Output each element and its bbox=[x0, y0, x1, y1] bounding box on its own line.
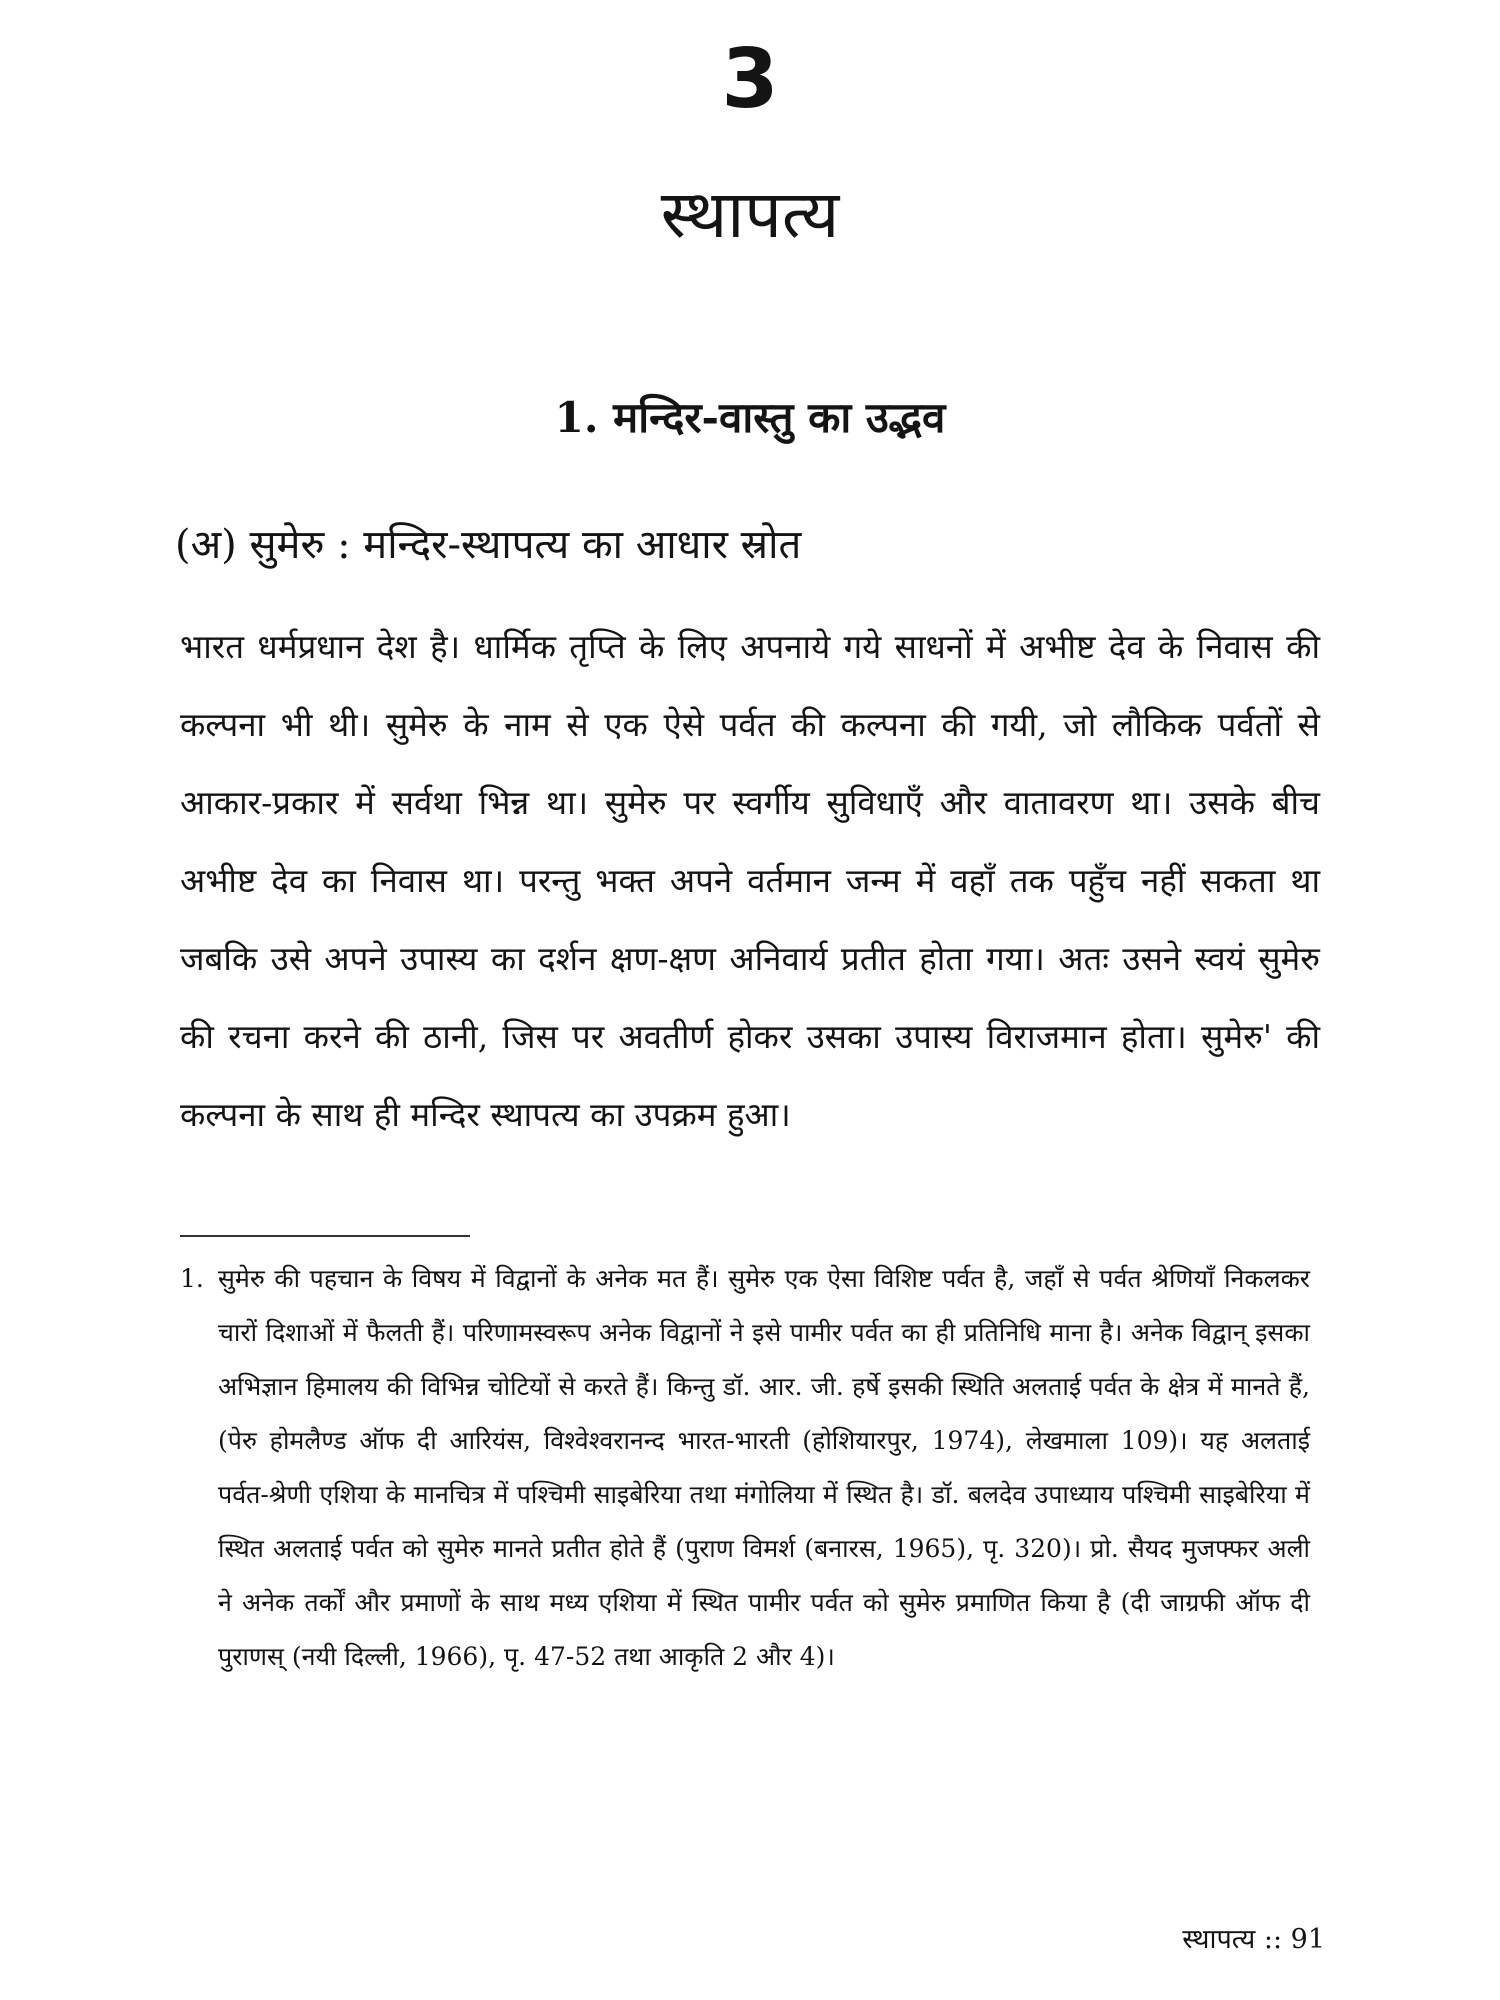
footnote-text: सुमेरु की पहचान के विषय में विद्वानों के अनेक मत हैं। सुमेरु एक ऐसा विशिष्ट पर्वत है, जहाँ से पर्वत श्रेणियाँ निकलकर चारों दिशाओं में फैलती हैं। परिणामस्वरूप अनेक विद्वानों ने इसे पामीर पर्वत का ही प्रतिनिधि माना है। अनेक विद्वान् इसका अभिज्ञान हिमालय की विभिन्न चोटियों से करते हैं। किन्तु डॉ. आर. जी. हर्षे इसकी स्थिति अलताई पर्वत के क्षेत्र में मानते हैं, (पेरु होमलैण्ड ऑफ दी आरियंस, विश्वेश्वरानन्द भारत-भारती (होशियारपुर, 1974), लेखमाला 109)। यह अलताई पर्वत-श्रेणी एशिया के मानचित्र में पश्चिमी साइबेरिया तथा मंगोलिया में स्थित है। डॉ. बलदेव उपाध्याय पश्चिमी साइबेरिया में स्थित अलताई पर्वत को सुमेरु मानते प्रतीत होते हैं (पुराण विमर्श (बनारस, 1965), पृ. 320)। प्रो. सैयद मुजफ्फर अली ने अनेक तर्कों और प्रमाणों के साथ मध्य एशिया में स्थित पामीर पर्वत को सुमेरु प्रमाणित किया है (दी जाग्रफी ऑफ दी पुराणस् (नयी दिल्ली, 1966), पृ. 47-52 तथा आकृति 2 और 4)। bbox=[218, 1264, 1310, 1671]
footnote bbox=[180, 1252, 1310, 1684]
footnote-number: 1. bbox=[180, 1264, 204, 1293]
page-footer-running-head: स्थापत्य :: 91 bbox=[1182, 1924, 1325, 1955]
chapter-title: स्थापत्य bbox=[660, 176, 840, 253]
footnote-divider bbox=[180, 1235, 470, 1237]
subsection-heading: (अ) सुमेरु : मन्दिर-स्थापत्य का आधार स्रोत bbox=[175, 522, 802, 568]
chapter-number: 3 bbox=[721, 32, 779, 127]
body-paragraph: भारत धर्मप्रधान देश है। धार्मिक तृप्ति के लिए अपनाये गये साधनों में अभीष्ट देव के निवास की कल्पना भी थी। सुमेरु के नाम से एक ऐसे पर्वत की कल्पना की गयी, जो लौकिक पर्वतों से आकार-प्रकार में सर्वथा भिन्न था। सुमेरु पर स्वर्गीय सुविधाएँ और वातावरण था। उसके बीच अभीष्ट देव का निवास था। परन्तु भक्त अपने वर्तमान जन्म में वहाँ तक पहुँच नहीं सकता था जबकि उसे अपने उपास्य का दर्शन क्षण-क्षण अनिवार्य प्रतीत होता गया। अतः उसने स्वयं सुमेरु की रचना करने की ठानी, जिस पर अवतीर्ण होकर उसका उपास्य विराजमान होता। सुमेरु' की कल्पना के साथ ही मन्दिर स्थापत्य का उपक्रम हुआ। bbox=[180, 627, 1320, 1134]
section-heading: 1. मन्दिर-वास्तु का उद्भव bbox=[554, 393, 946, 442]
